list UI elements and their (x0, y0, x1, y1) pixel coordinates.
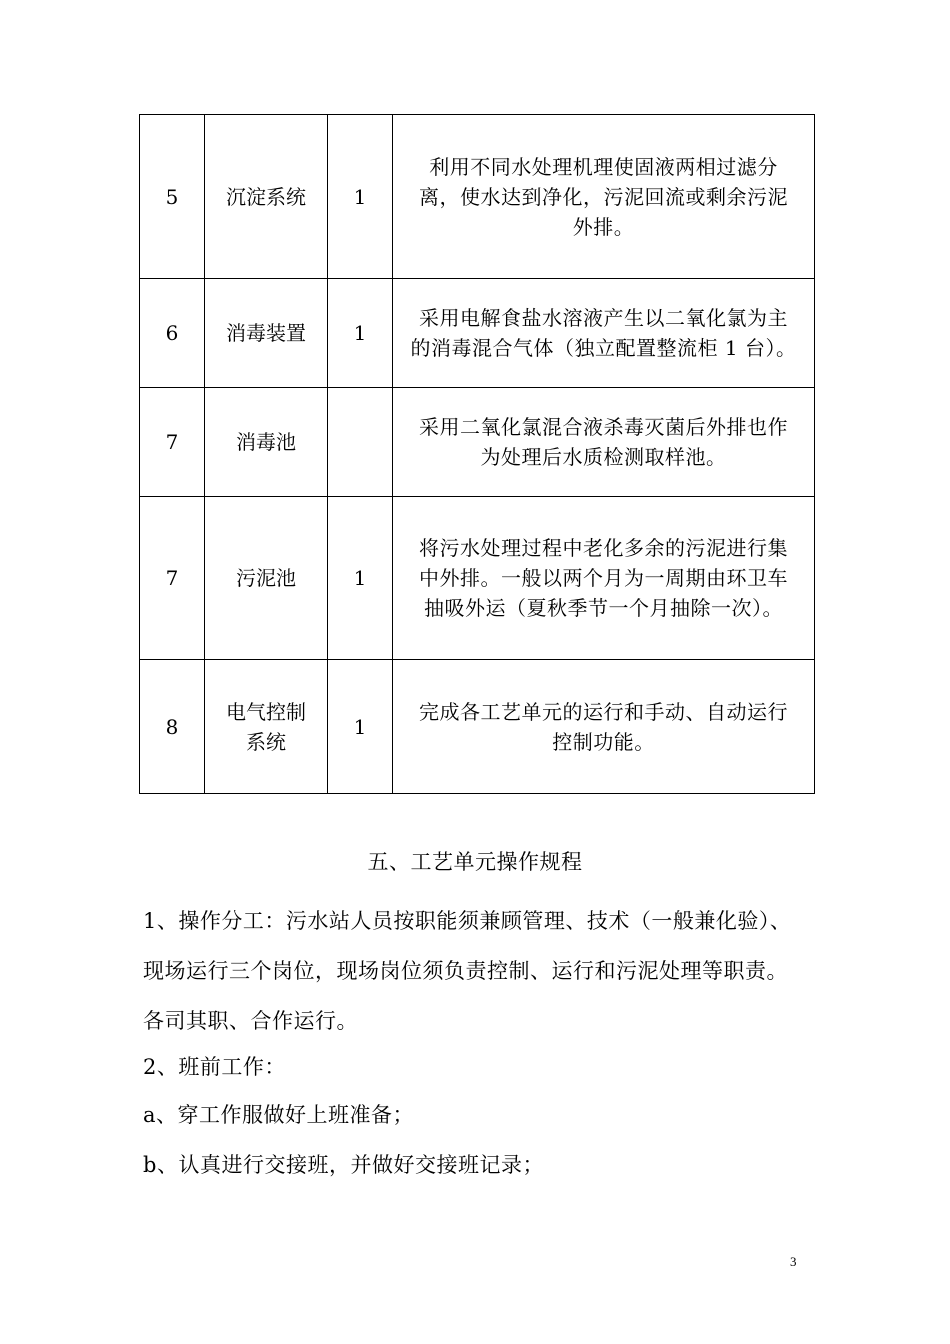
row-number: 7 (140, 497, 205, 660)
equipment-description (393, 115, 815, 279)
description-line: 控制功能。 (552, 729, 655, 754)
page-number: 3 (790, 1254, 797, 1269)
equipment-description (393, 660, 815, 794)
table-row (140, 388, 815, 497)
row-number: 6 (140, 279, 205, 388)
table-row (140, 660, 815, 794)
equipment-table (139, 114, 815, 794)
equipment-quantity: 1 (328, 497, 393, 660)
table-row (140, 115, 815, 279)
description-line: 利用不同水处理机理使固液两相过滤分 (429, 154, 778, 179)
equipment-quantity: 1 (328, 115, 393, 279)
equipment-name (205, 660, 328, 794)
equipment-quantity: 1 (328, 279, 393, 388)
equipment-name: 消毒池 (205, 388, 328, 497)
description-line: 外排。 (572, 214, 635, 239)
equipment-description (393, 279, 815, 388)
equipment-quantity (328, 388, 393, 497)
description-line: 的消毒混合气体（独立配置整流柜 1 台）。 (410, 336, 797, 360)
paragraph-item-b: b、认真进行交接班，并做好交接班记录； (143, 1153, 544, 1177)
paragraph-line: 现场运行三个岗位，现场岗位须负责控制、运行和污泥处理等职责。 (143, 959, 788, 983)
description-line: 将污水处理过程中老化多余的污泥进行集 (419, 536, 788, 560)
table-row (140, 497, 815, 660)
paragraph-operation-division (143, 896, 823, 1046)
equipment-name-line: 电气控制 (226, 699, 306, 724)
equipment-name: 沉淀系统 (205, 115, 328, 279)
description-line: 为处理后水质检测取样池。 (480, 445, 727, 469)
table-row (140, 279, 815, 388)
equipment-description (393, 388, 815, 497)
paragraph-line: 各司其职、合作运行。 (143, 1009, 358, 1033)
row-number: 8 (140, 660, 205, 794)
paragraph-pre-shift-work: 2、班前工作： (143, 1055, 286, 1079)
description-line: 完成各工艺单元的运行和手动、自动运行 (419, 699, 788, 724)
paragraph-line: 1、操作分工：污水站人员按职能须兼顾管理、技术（一般兼化验）、 (143, 909, 792, 933)
description-line: 采用电解食盐水溶液产生以二氧化氯为主 (419, 306, 788, 330)
description-line: 中外排。一般以两个月为一周期由环卫车 (419, 566, 788, 590)
equipment-quantity: 1 (328, 660, 393, 794)
row-number: 7 (140, 388, 205, 497)
equipment-name: 消毒装置 (205, 279, 328, 388)
description-line: 抽吸外运（夏秋季节一个月抽除一次）。 (424, 596, 783, 620)
equipment-name: 污泥池 (205, 497, 328, 660)
equipment-description (393, 497, 815, 660)
description-line: 离，使水达到净化，污泥回流或剩余污泥 (419, 184, 788, 209)
section-heading: 五、工艺单元操作规程 (367, 850, 583, 874)
row-number: 5 (140, 115, 205, 279)
equipment-name-line: 系统 (246, 729, 286, 754)
description-line: 采用二氧化氯混合液杀毒灭菌后外排也作 (419, 415, 788, 439)
paragraph-item-a: a、穿工作服做好上班准备； (143, 1103, 415, 1127)
